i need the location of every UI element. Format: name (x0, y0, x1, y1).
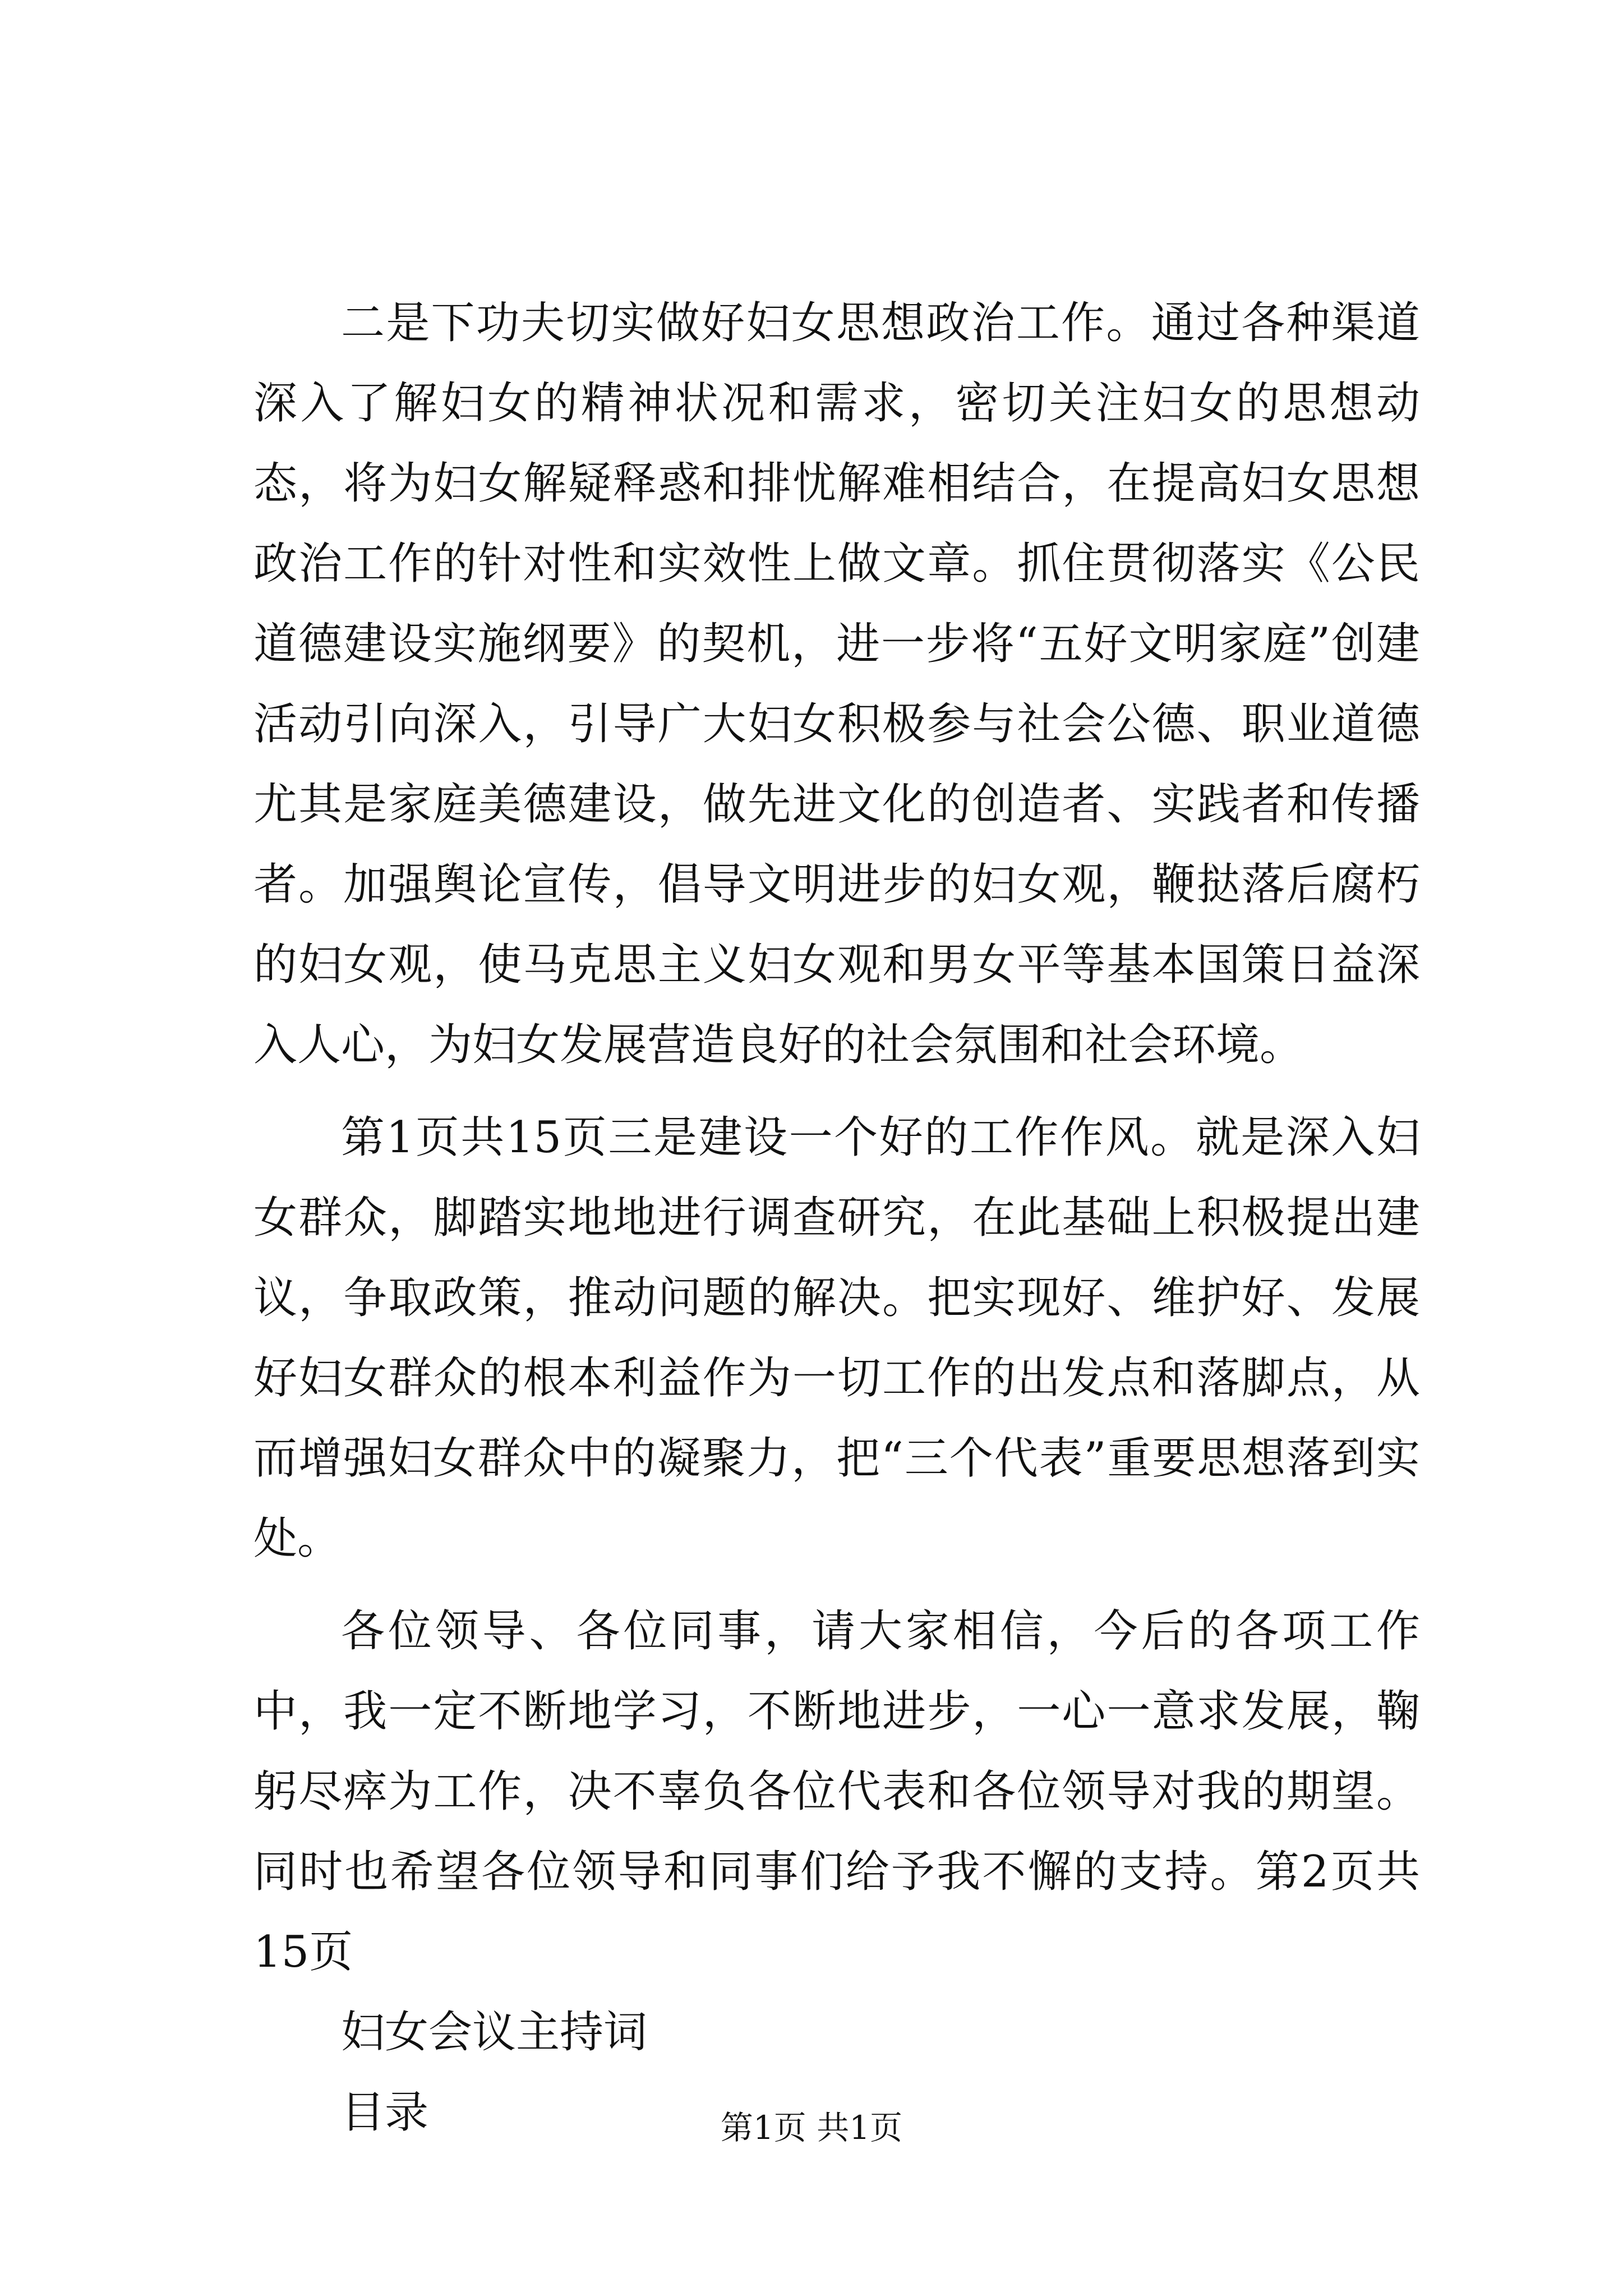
paragraph-closing-remarks: 各位领导、各位同事，请大家相信，今后的各项工作中，我一定不断地学习，不断地进步，一心一意求发展，鞠躬尽瘁为工作，决不辜负各位代表和各位领导对我的期望。同时也希望各位领导和同事们给予我不懈的支持。第2页共15页 (253, 1606, 1420, 1977)
document-title: 妇女会议主持词 (341, 2007, 648, 2058)
paragraph-work-style: 第1页共15页三是建设一个好的工作作风。就是深入妇女群众，脚踏实地地进行调查研究，在此基础上积极提出建议，争取政策，推动问题的解决。把实现好、维护好、发展好妇女群众的根本利益作为一切工作的出发点和落脚点，从而增强妇女群众中的凝聚力，把“三个代表”重要思想落到实处。 (253, 1112, 1420, 1564)
page-number-indicator: 第1页 共1页 (720, 2109, 903, 2147)
page-footer (0, 2108, 1623, 2147)
toc-heading: 目录 (341, 2087, 429, 2138)
document-body (253, 283, 1420, 2153)
paragraph-ideological-work: 二是下功夫切实做好妇女思想政治工作。通过各种渠道深入了解妇女的精神状况和需求，密切关注妇女的思想动态，将为妇女解疑释惑和排忧解难相结合，在提高妇女思想政治工作的针对性和实效性上做文章。抓住贯彻落实《公民道德建设实施纲要》的契机，进一步将“五好文明家庭”创建活动引向深入，引导广大妇女积极参与社会公德、职业道德尤其是家庭美德建设，做先进文化的创造者、实践者和传播者。加强舆论宣传，倡导文明进步的妇女观，鞭挞落后腐朽的妇女观，使马克思主义妇女观和男女平等基本国策日益深入人心，为妇女发展营造良好的社会氛围和社会环境。 (253, 298, 1420, 1070)
